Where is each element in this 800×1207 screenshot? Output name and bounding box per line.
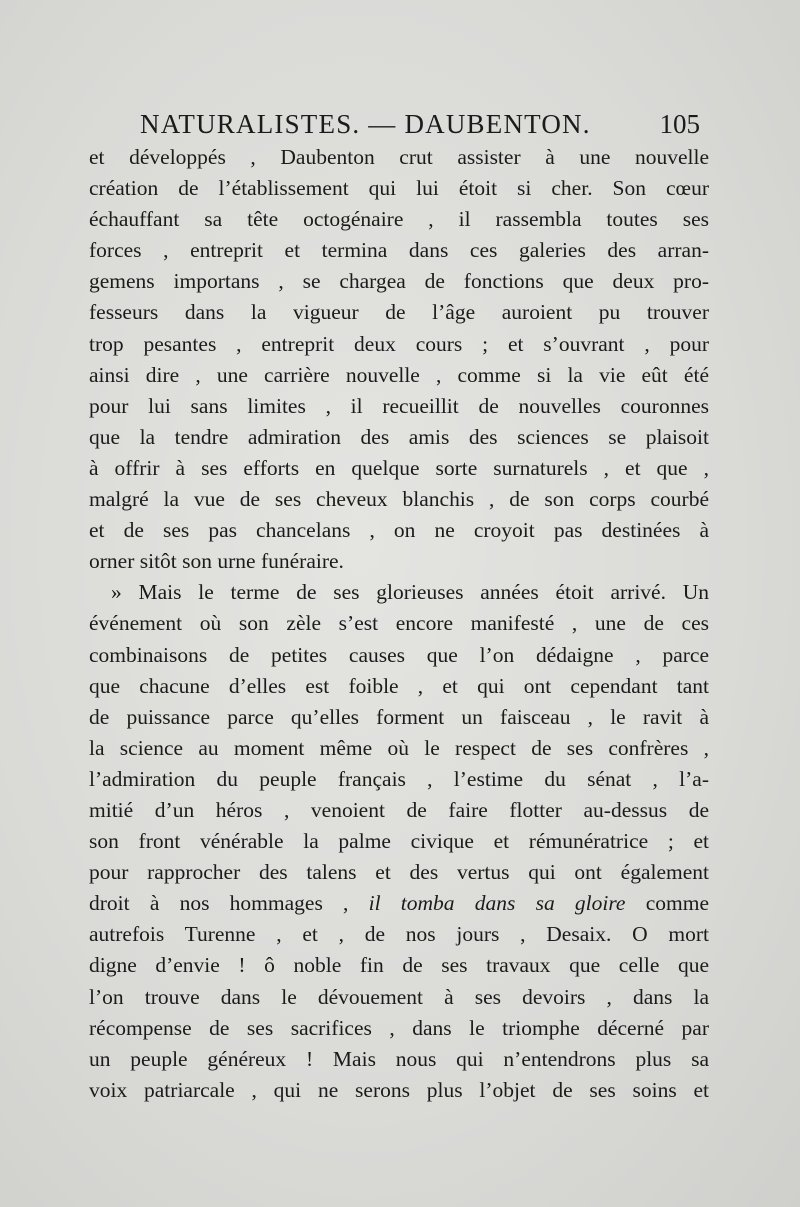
italic-phrase: il tomba dans sa gloire (368, 891, 626, 916)
page-number: 105 (659, 109, 700, 139)
paragraph-end-line: orner sitôt son urne funéraire. (89, 549, 344, 574)
body-text (89, 142, 709, 1106)
text-line: la science au moment même où le respect de ses confrères , (89, 735, 709, 760)
line-segment: droit à nos hommages , (89, 891, 369, 916)
text-line: et développés , Daubenton crut assister à une nouvelle (89, 145, 709, 169)
text-line: gemens importans , se chargea de fonctions que deux pro- (89, 269, 709, 294)
text-line: pour rapprocher des talens et des vertus qui ont également (89, 860, 709, 885)
text-line: trop pesantes , entreprit deux cours ; et s’ouvrant , pour (89, 331, 709, 356)
text-line: et de ses pas chancelans , on ne croyoit pas destinées à (89, 518, 709, 543)
text-line: que chacune d’elles est foible , et qui ont cependant tant (89, 673, 709, 698)
text-line: création de l’établissement qui lui étoit si cher. Son cœur (89, 176, 709, 201)
paragraph-start-line: » Mais le terme de ses glorieuses années étoit arrivé. Un (111, 580, 709, 605)
text-line: mitié d’un héros , venoient de faire flotter au-dessus de (89, 797, 709, 822)
text-line: que la tendre admiration des amis des sciences se plaisoit (89, 424, 709, 449)
page-header (140, 104, 700, 144)
text-line: l’admiration du peuple français , l’estime du sénat , l’a- (89, 766, 709, 791)
text-line-with-italic (89, 888, 709, 919)
text-line: combinaisons de petites causes que l’on dédaigne , parce (89, 642, 709, 667)
text-line: malgré la vue de ses cheveux blanchis , de son corps courbé (89, 487, 709, 512)
text-line: récompense de ses sacrifices , dans le triomphe décerné par (89, 1015, 709, 1040)
line-segment: comme (625, 891, 709, 916)
text-line: voix patriarcale , qui ne serons plus l’objet de ses soins et (89, 1077, 709, 1102)
text-line: pour lui sans limites , il recueillit de nouvelles couronnes (89, 393, 709, 418)
text-line: l’on trouve dans le dévouement à ses devoirs , dans la (89, 984, 709, 1009)
text-line: à offrir à ses efforts en quelque sorte surnaturels , et que , (89, 455, 709, 480)
text-line: digne d’envie ! ô noble fin de ses travaux que celle que (89, 953, 709, 978)
text-line: fesseurs dans la vigueur de l’âge auroient pu trouver (89, 300, 709, 325)
text-line: ainsi dire , une carrière nouvelle , comme si la vie eût été (89, 362, 709, 387)
text-line: forces , entreprit et termina dans ces galeries des arran- (89, 238, 709, 263)
running-title: NATURALISTES. — DAUBENTON. (140, 109, 591, 139)
text-line: un peuple généreux ! Mais nous qui n’entendrons plus sa (89, 1046, 709, 1071)
text-line: autrefois Turenne , et , de nos jours , Desaix. O mort (89, 922, 709, 947)
text-line: événement où son zèle s’est encore manifesté , une de ces (89, 611, 709, 636)
text-line: échauffant sa tête octogénaire , il rassembla toutes ses (89, 207, 709, 232)
text-line: de puissance parce qu’elles forment un faisceau , le ravit à (89, 704, 709, 729)
text-line: son front vénérable la palme civique et rémunératrice ; et (89, 829, 709, 854)
